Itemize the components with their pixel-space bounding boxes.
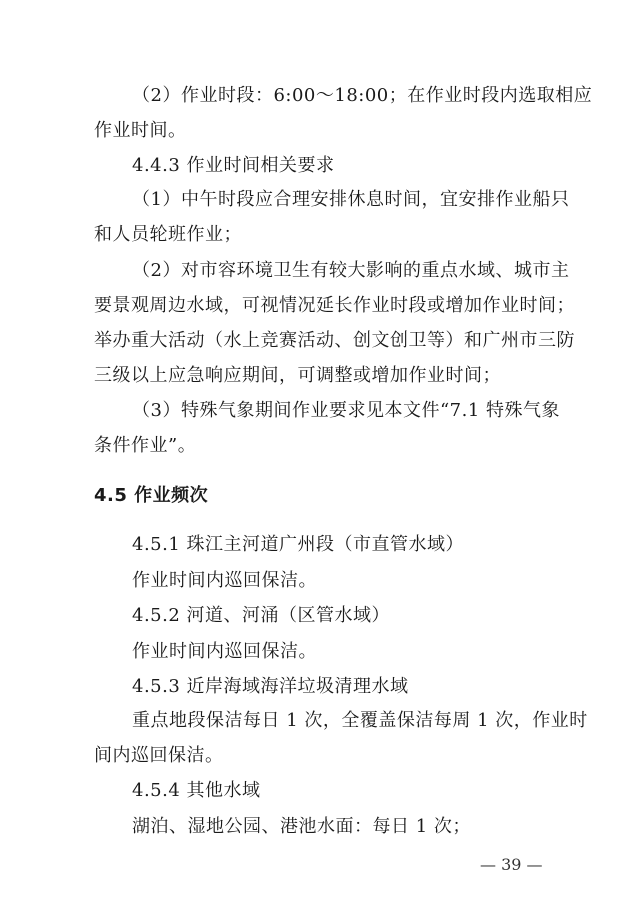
paragraph-line: 间内巡回保洁。 <box>94 745 224 766</box>
paragraph-line: 作业时间内巡回保洁。 <box>132 570 317 591</box>
paragraph-line: 举办重大活动（水上竞赛活动、创文创卫等）和广州市三防 <box>94 330 575 351</box>
paragraph-line: （1）中午时段应合理安排休息时间，宜安排作业船只 <box>132 189 570 210</box>
paragraph-line: 要景观周边水域，可视情况延长作业时段或增加作业时间； <box>94 295 575 316</box>
section-heading: 4.5 作业频次 <box>94 485 209 506</box>
subsection-heading: 4.5.4 其他水域 <box>132 780 261 801</box>
subsection-heading: 4.4.3 作业时间相关要求 <box>132 155 335 176</box>
paragraph-line: （2）作业时段：6:00～18:00；在作业时段内选取相应 <box>132 85 593 106</box>
subsection-heading: 4.5.3 近岸海域海洋垃圾清理水域 <box>132 676 409 697</box>
paragraph-line: （3）特殊气象期间作业要求见本文件“7.1 特殊气象 <box>132 400 560 421</box>
paragraph-line: （2）对市容环境卫生有较大影响的重点水域、城市主 <box>132 260 570 281</box>
paragraph-line: 湖泊、湿地公园、港池水面：每日 1 次； <box>132 816 471 837</box>
subsection-heading: 4.5.2 河道、河涌（区管水域） <box>132 605 391 626</box>
paragraph-line: 作业时间。 <box>94 120 187 141</box>
paragraph-line: 重点地段保洁每日 1 次，全覆盖保洁每周 1 次，作业时 <box>132 710 588 731</box>
page-number: — 39 — <box>480 855 543 874</box>
subsection-heading: 4.5.1 珠江主河道广州段（市直管水域） <box>132 534 465 555</box>
paragraph-line: 三级以上应急响应期间，可调整或增加作业时间； <box>94 365 501 386</box>
paragraph-line: 条件作业”。 <box>94 435 197 456</box>
paragraph-line: 作业时间内巡回保洁。 <box>132 641 317 662</box>
paragraph-line: 和人员轮班作业； <box>94 224 242 245</box>
